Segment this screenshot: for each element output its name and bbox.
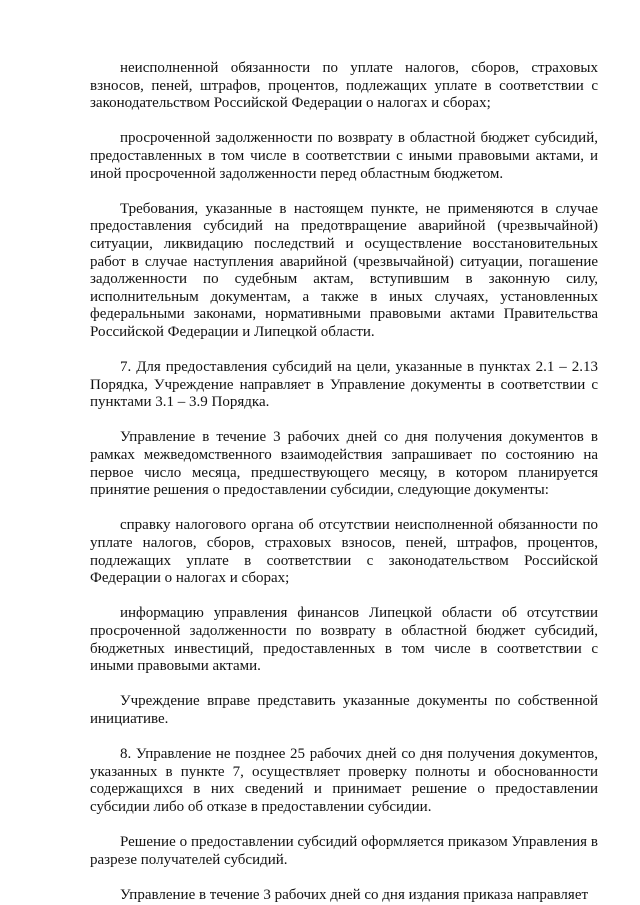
paragraph-requirements-exceptions: Требования, указанные в настоящем пункте, не применяются в случае предоставления субсидий на предотвращение аварийной (чрезвычайной) ситуации, ликвидацию последствий и осуществление восстановительных работ в случае наступления аварийной (чрезвычайной) ситуации, погашение задолженности по судебным актам, вступившим в законную силу, исполнительным документам, а также в иных случаях, установленных федеральными законами, нормативными правовыми актами Правительства Российской Федерации и Липецкой области. (90, 200, 598, 340)
paragraph-overdue-debt: просроченной задолженности по возврату в областной бюджет субсидий, предоставленных в том числе в соответствии с иными правовыми актами, и иной просроченной задолженности перед областным бюджетом. (90, 130, 598, 182)
paragraph-interagency-request: Управление в течение 3 рабочих дней со дня получения документов в рамках межведомственного взаимодействия запрашивает по состоянию на первое число месяца, предшествующего месяцу, в котором планируется принятие решения о предоставлении субсидии, следующие документы: (90, 429, 598, 499)
paragraph-item-8: 8. Управление не позднее 25 рабочих дней со дня получения документов, указанных в пункте 7, осуществляет проверку полноты и обоснованности содержащихся в них сведений и принимает решение о предоставлении субсидии либо об отказе в предоставлении субсидии. (90, 746, 598, 815)
paragraph-own-initiative: Учреждение вправе представить указанные документы по собственной инициативе. (90, 693, 598, 727)
document-body (90, 60, 598, 905)
paragraph-order-decision: Решение о предоставлении субсидий оформляется приказом Управления в разрезе получателей субсидий. (90, 834, 598, 868)
paragraph-order-sending: Управление в течение 3 рабочих дней со дня издания приказа направляет (120, 886, 589, 903)
paragraph-item-7: 7. Для предоставления субсидий на цели, указанные в пунктах 2.1 – 2.13 Порядка, Учреждение направляет в Управление документы в соответствии с пунктами 3.1 – 3.9 Порядка. (90, 359, 598, 411)
paragraph-unfulfilled-obligation: неисполненной обязанности по уплате налогов, сборов, страховых взносов, пеней, штрафов, процентов, подлежащих уплате в соответствии с законодательством Российской Федерации о налогах и сборах; (90, 60, 598, 112)
paragraph-tax-certificate: справку налогового органа об отсутствии неисполненной обязанности по уплате налогов, сборов, страховых взносов, пеней, штрафов, процентов, подлежащих уплате в соответствии с законодательством Российской Федерации о налогах и сборах; (90, 517, 598, 587)
paragraph-finance-info: информацию управления финансов Липецкой области об отсутствии просроченной задолженности по возврату в областной бюджет субсидий, бюджетных инвестиций, предоставленных в том числе в соответствии с иными правовыми актами. (90, 605, 598, 675)
